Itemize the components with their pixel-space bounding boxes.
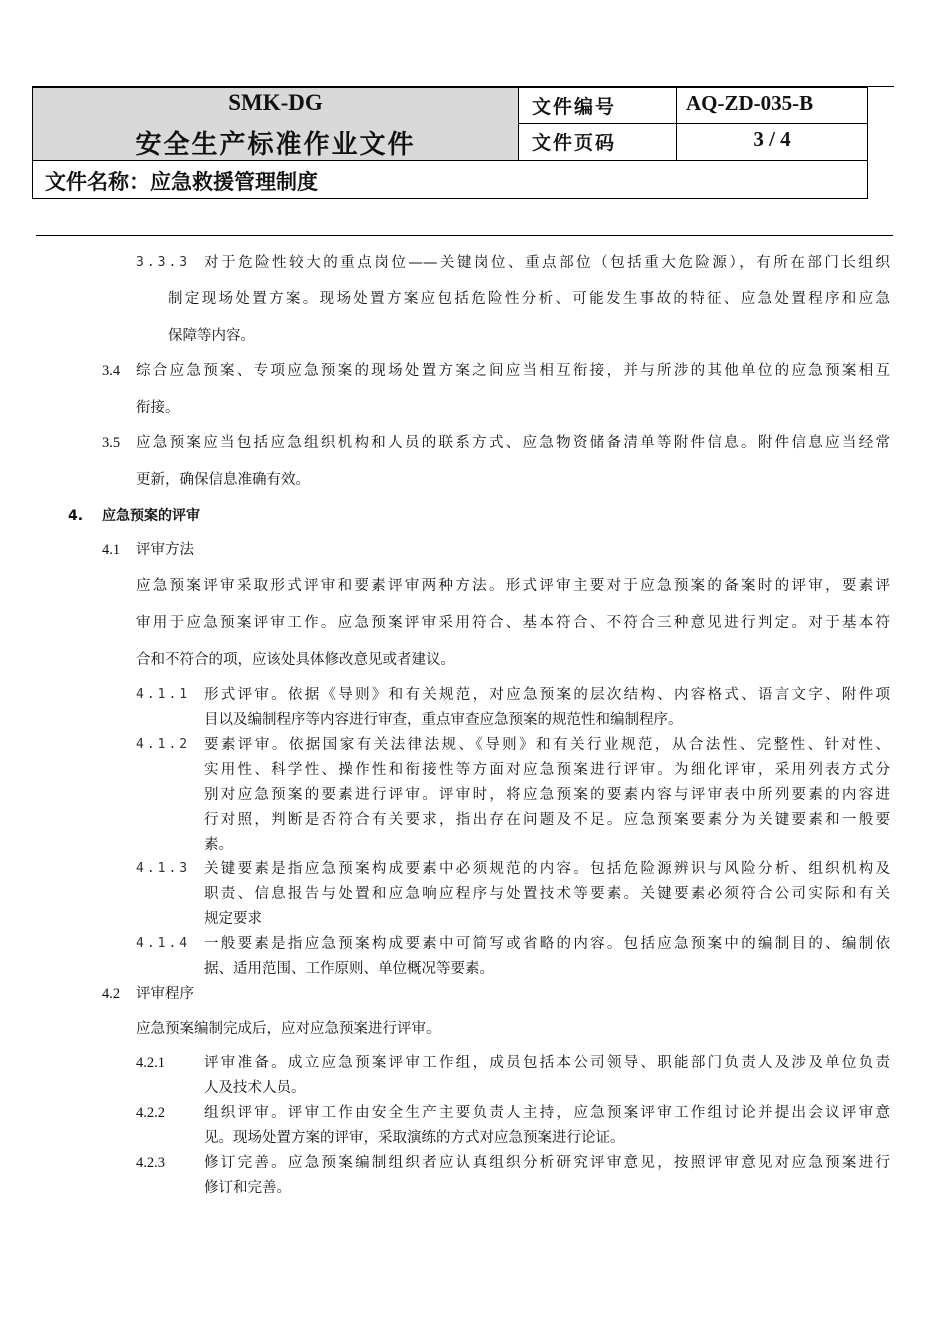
paragraph-line: 目以及编制程序等内容进行审查，重点审查应急预案的规范性和编制程序。: [204, 712, 683, 728]
paragraph-line: 应急预案应当包括应急组织机构和人员的联系方式、应急物资储备清单等附件信息。附件信息应当经常: [136, 435, 890, 451]
paragraph-line: 制定现场处置方案。现场处置方案应包括危险性分析、可能发生事故的特征、应急处置程序和应急: [168, 291, 890, 307]
doc-title: 安全生产标准作业文件: [135, 130, 416, 160]
paragraph-line: 行对照，判断是否符合有关要求，指出存在问题及不足。应急预案要素分为关键要素和一般要: [204, 812, 890, 828]
document-header-table: [32, 87, 868, 199]
paragraph-line: 组织评审。评审工作由安全生产主要负责人主持，应急预案评审工作组讨论并提出会议评审意: [204, 1105, 890, 1121]
section-number: 4.1.4: [136, 936, 191, 951]
paragraph-line: 据、适用范围、工作原则、单位概况等要素。: [204, 961, 494, 977]
page-number-label: 文件页码: [518, 124, 677, 160]
paragraph-line: 衔接。: [136, 400, 180, 416]
paragraph-line: 评审准备。成立应急预案评审工作组，成员包括本公司领导、职能部门负责人及涉及单位负责: [204, 1055, 890, 1071]
section-number: 3.5: [102, 435, 121, 451]
paragraph-line: 素。: [204, 837, 233, 853]
paragraph-line: 审用于应急预案评审工作。应急预案评审采用符合、基本符合、不符合三种意见进行判定。对于基本符: [136, 615, 890, 631]
doc-code: SMK-DG: [228, 90, 323, 115]
paragraph-line: 实用性、科学性、操作性和衔接性等方面对应急预案进行评审。为细化评审，采用列表方式分: [204, 762, 890, 778]
section-number: 4.2.2: [136, 1105, 165, 1121]
paragraph-line: 形式评审。依据《导则》和有关规范，对应急预案的层次结构、内容格式、语言文字、附件项: [204, 687, 890, 703]
paragraph-line: 更新，确保信息准确有效。: [136, 472, 310, 488]
paragraph-line: 对于危险性较大的重点岗位——关键岗位、重点部位（包括重大危险源），有所在部门长组织: [204, 255, 890, 271]
page-number-value: 3 / 4: [753, 127, 791, 151]
paragraph-line: 综合应急预案、专项应急预案的现场处置方案之间应当相互衔接，并与所涉的其他单位的应急预案相互: [136, 363, 890, 379]
paragraph-line: 别对应急预案的要素进行评审。评审时，将应急预案的要素内容与评审表中所列要素的内容进: [204, 787, 890, 803]
paragraph-line: 修订和完善。: [204, 1180, 291, 1196]
file-number-value: AQ-ZD-035-B: [677, 88, 867, 124]
section-number: 4.2.1: [136, 1055, 165, 1071]
section-number: 4.1.2: [136, 737, 191, 752]
paragraph-line: 应急预案评审采取形式评审和要素评审两种方法。形式评审主要对于应急预案的备案时的评审，要素评: [136, 578, 890, 594]
section-number: 4.2: [102, 986, 121, 1002]
paragraph-line: 关键要素是指应急预案构成要素中必须规范的内容。包括危险源辨识与风险分析、组织机构及: [204, 861, 890, 877]
section-number: 4.2.3: [136, 1155, 165, 1171]
section-title: 评审方法: [136, 542, 194, 558]
paragraph-line: 应急预案编制完成后，应对应急预案进行评审。: [136, 1021, 441, 1037]
paragraph-line: 见。现场处置方案的评审，采取演练的方式对应急预案进行论证。: [204, 1130, 625, 1146]
paragraph-line: 要素评审。依据国家有关法律法规、《导则》和有关行业规范，从合法性、完整性、针对性、: [204, 737, 890, 753]
file-name: 文件名称：应急救援管理制度: [33, 160, 867, 198]
file-number-label: 文件编号: [518, 88, 677, 124]
section-number: 4.1: [102, 542, 121, 558]
header-separator: [36, 235, 893, 236]
chapter-title: 应急预案的评审: [102, 508, 200, 524]
paragraph-line: 人及技术人员。: [204, 1080, 306, 1096]
section-number: 3.4: [102, 363, 121, 379]
chapter-number: 4.: [68, 508, 84, 524]
section-number: 4.1.3: [136, 861, 191, 876]
header-title-cell: [33, 88, 519, 160]
section-title: 评审程序: [136, 986, 194, 1002]
paragraph-line: 一般要素是指应急预案构成要素中可简写或省略的内容。包括应急预案中的编制目的、编制依: [204, 936, 890, 952]
paragraph-line: 合和不符合的项，应该处具体修改意见或者建议。: [136, 652, 455, 668]
section-number: 4.1.1: [136, 687, 191, 702]
paragraph-line: 保障等内容。: [168, 328, 255, 344]
paragraph-line: 职责、信息报告与处置和应急响应程序与处置技术等要素。关键要素必须符合公司实际和有关: [204, 886, 890, 902]
paragraph-line: 规定要求: [204, 911, 262, 927]
section-number: 3.3.3: [136, 255, 191, 270]
paragraph-line: 修订完善。应急预案编制组织者应认真组织分析研究评审意见，按照评审意见对应急预案进行: [204, 1155, 890, 1171]
